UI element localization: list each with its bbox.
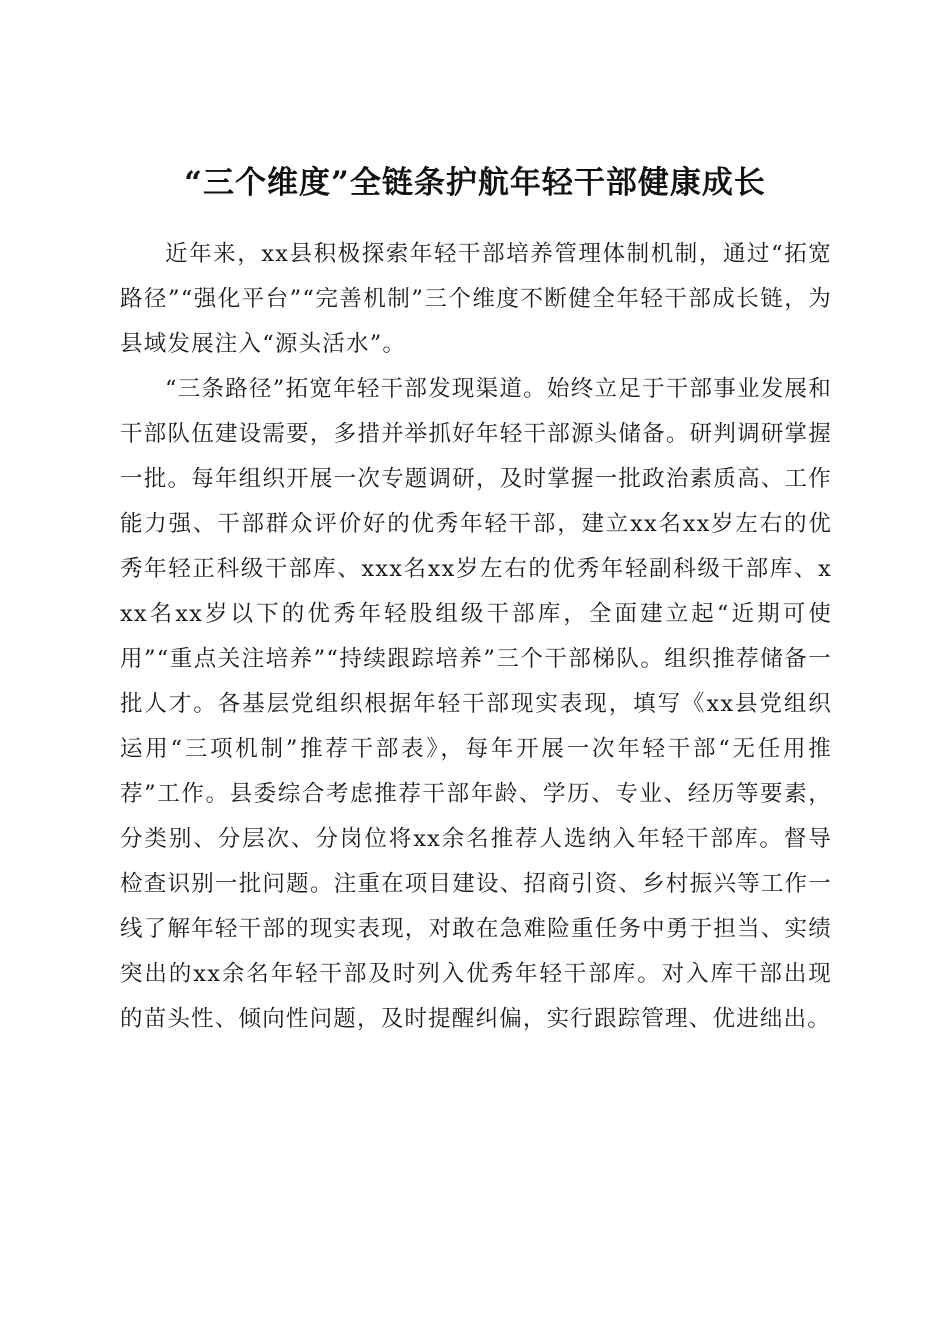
document-body [120,232,832,1042]
paragraph-three-paths: “三条路径”拓宽年轻干部发现渠道。始终立足于干部事业发展和干部队伍建设需要，多措并举抓好年轻干部源头储备。研判调研掌握一批。每年组织开展一次专题调研，及时掌握一批政治素质高、工作能力强、干部群众评价好的优秀年轻干部，建立xx名xx岁左右的优秀年轻正科级干部库、xxx名xx岁左右的优秀年轻副科级干部库、xxx名xx岁以下的优秀年轻股组级干部库，全面建立起“近期可使用”“重点关注培养”“持续跟踪培养”三个干部梯队。组织推荐储备一批人才。各基层党组织根据年轻干部现实表现，填写《xx县党组织运用“三项机制”推荐干部表》，每年开展一次年轻干部“无任用推荐”工作。县委综合考虑推荐干部年龄、学历、专业、经历等要素，分类别、分层次、分岗位将xx余名推荐人选纳入年轻干部库。督导检查识别一批问题。注重在项目建设、招商引资、乡村振兴等工作一线了解年轻干部的现实表现，对敢在急难险重任务中勇于担当、实绩突出的xx余名年轻干部及时列入优秀年轻干部库。对入库干部出现的苗头性、倾向性问题，及时提醒纠偏，实行跟踪管理、优进绌出。 [120,376,832,1032]
paragraph-intro: 近年来，xx县积极探索年轻干部培养管理体制机制，通过“拓宽路径”“强化平台”“完善机制”三个维度不断健全年轻干部成长链，为县域发展注入“源头活水”。 [120,241,832,357]
document-title: “三个维度”全链条护航年轻干部健康成长 [184,164,766,201]
